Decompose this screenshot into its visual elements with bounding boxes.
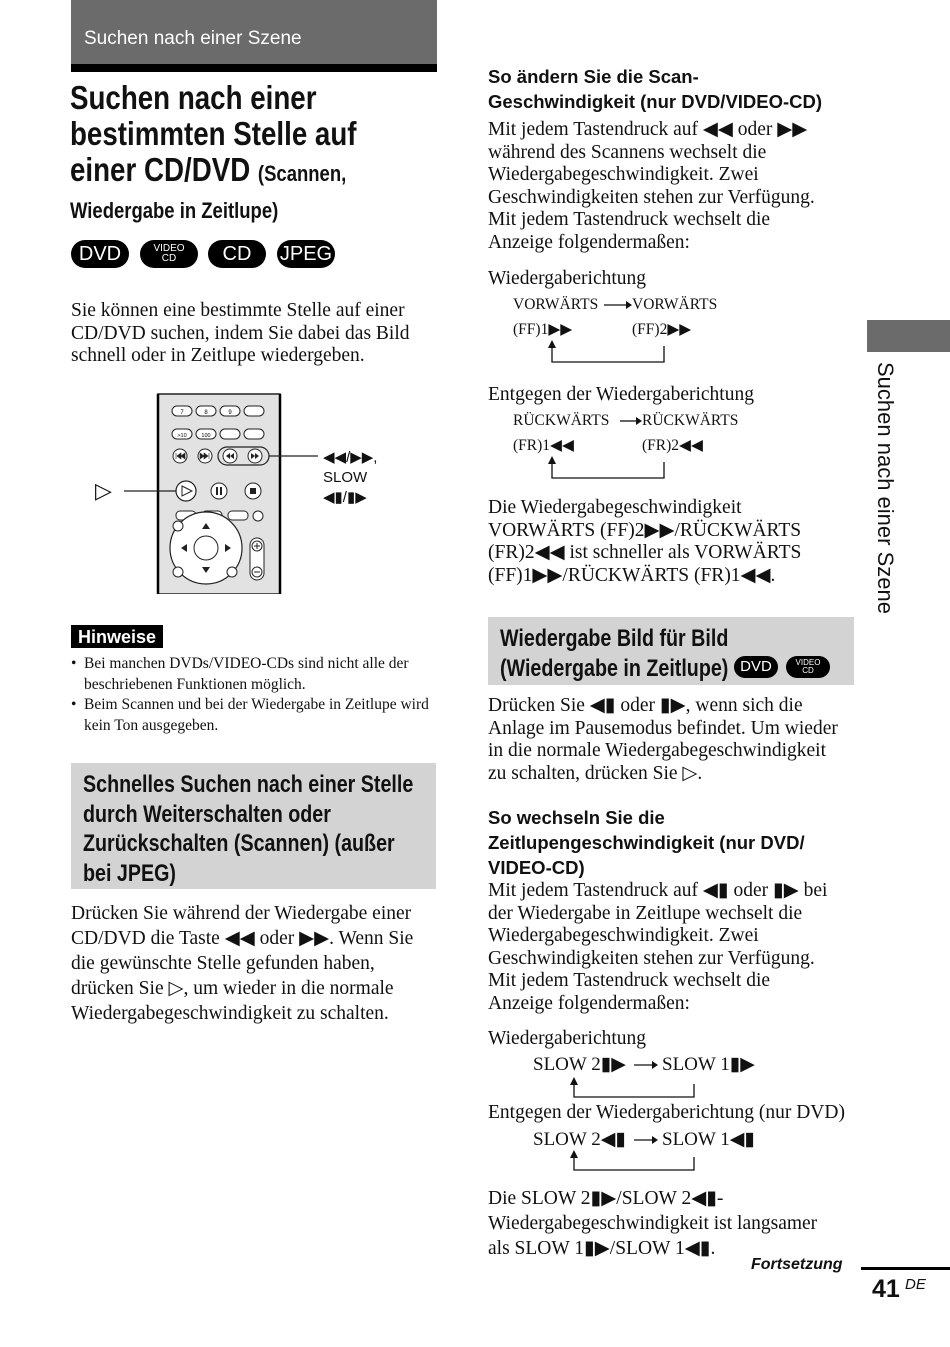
note-item: • Beim Scannen und bei der Wiedergabe in Zeitlupe wird kein Ton ausgegeben. <box>71 695 441 736</box>
ff2-label-bottom: (FF)2▶▶ <box>632 321 692 338</box>
side-tab-text: Suchen nach einer Szene <box>873 362 898 614</box>
jpeg-badge-label: JPEG <box>279 243 333 265</box>
scan-forward-cycle-arrows <box>540 296 680 366</box>
pause-key <box>211 483 227 499</box>
side-tab-marker <box>867 320 950 352</box>
cd-badge <box>208 240 266 268</box>
slow-dvd-badge <box>734 656 778 678</box>
key-blank-3 <box>244 429 264 439</box>
continuation-rule <box>861 1267 950 1270</box>
fr2-label-bottom: (FR)2◀◀ <box>642 437 703 454</box>
fr1-label-top: RÜCKWÄRTS <box>513 412 610 429</box>
scan-speed-heading-line: Geschwindigkeit (nur DVD/VIDEO-CD) <box>488 91 823 112</box>
side-tab-label <box>868 362 900 642</box>
intro-paragraph: Sie können eine bestimmte Stelle auf einer CD/DVD suchen, indem Sie dabei das Bild schnell oder in Zeitlupe wiedergeben. <box>71 300 410 367</box>
slow-section-title-line: Wiedergabe Bild für Bild <box>500 625 729 652</box>
video-cd-badge-bottom: CD <box>161 253 177 264</box>
scan-speed-body: Mit jedem Tastendruck auf ◀◀ oder ▶▶ während des Scannens wechselt die Wiedergabegeschwindigkeit. Zwei Geschwindigkeiten stehen zur Verfügung. Mit jedem Tastendruck wechselt die Anzeige folgendermaßen: <box>488 119 815 253</box>
slow-dvd-badge-label: DVD <box>740 658 772 675</box>
note-item: • Bei manchen DVDs/VIDEO-CDs sind nicht alle der beschriebenen Funktionen möglich. <box>71 654 441 695</box>
page-title-line1: Suchen nach einer <box>70 79 317 116</box>
notes-label: Hinweise <box>71 625 163 648</box>
slow-forward-cycle-arrows <box>560 1053 700 1101</box>
scan-speed-footer: Die Wiedergabegeschwindigkeit VORWÄRTS (FF)2▶▶/RÜCKWÄRTS (FR)2◀◀ ist schneller als VORWÄRTS (FF)1▶▶/RÜCKWÄRTS (FR)1◀◀. <box>488 497 802 586</box>
slow-section-title-line2 <box>500 654 728 684</box>
key-100-label: 100 <box>201 433 211 439</box>
key-8-label: 8 <box>204 410 208 416</box>
section-header-title: Suchen nach einer Szene <box>84 28 302 49</box>
slow1-forward: SLOW 1▮▶ <box>662 1054 755 1075</box>
scan-callout-line3: ◀▮/▮▶ <box>323 489 367 506</box>
scan-section-title-line: bei JPEG) <box>83 859 176 887</box>
slow1-reverse: SLOW 1◀▮ <box>662 1129 755 1150</box>
slow-section-box <box>488 617 854 685</box>
ff2-label-top: VORWÄRTS <box>632 296 718 313</box>
slow2-reverse: SLOW 2◀▮ <box>533 1129 626 1150</box>
page-title-line3-small: (Scannen, <box>257 161 347 186</box>
fr2-label-top: RÜCKWÄRTS <box>642 412 739 429</box>
scan-section-box <box>71 763 436 889</box>
slow-speed-footer: Die SLOW 2▮▶/SLOW 2◀▮- Wiedergabegeschwindigkeit ist langsamer als SLOW 1▮▶/SLOW 1◀▮. <box>488 1188 818 1259</box>
scan-reverse-label: Entgegen der Wiedergaberichtung <box>488 384 754 405</box>
scan-speed-heading-line: So ändern Sie die Scan- <box>488 66 699 87</box>
page-language-suffix: DE <box>905 1276 926 1293</box>
header-rule <box>71 64 437 72</box>
slow-speed-body: Mit jedem Tastendruck auf ◀▮ oder ▮▶ bei der Wiedergabe in Zeitlupe wechselt die Wiedergabegeschwindigkeit. Zwei Geschwindigkeiten stehen zur Verfügung. Mit jedem Tastendruck wechselt die Anzeige folgendermaßen: <box>488 880 828 1014</box>
key-7-label: 7 <box>180 410 184 416</box>
page-title-line2: bestimmten Stelle auf <box>70 115 357 152</box>
slow-video-cd-badge-top: VIDEO <box>795 658 821 667</box>
page-title <box>70 80 381 192</box>
scan-section-body: Drücken Sie während der Wiedergabe einer CD/DVD die Taste ◀◀ oder ▶▶. Wenn Sie die gewünschte Stelle gefunden haben, drücken Sie ▷, um wieder in die normale Wiedergabegeschwindigkeit zu schalten. <box>71 903 414 1024</box>
cd-badge-label: CD <box>222 243 252 265</box>
ff1-label-bottom: (FF)1▶▶ <box>513 321 573 338</box>
enter-key <box>194 536 218 560</box>
slow-section-body: Drücken Sie ◀▮ oder ▮▶, wenn sich die Anlage im Pausemodus befindet. Um wieder in die normale Wiedergabegeschwindigkeit zu schalten, drücken Sie ▷. <box>488 695 838 784</box>
scan-section-title-line: Schnelles Suchen nach einer Stelle <box>83 771 414 798</box>
key-9-label: 9 <box>228 410 232 416</box>
scan-callout-line2: SLOW <box>323 469 368 486</box>
slow-speed-heading: So wechseln Sie die Zeitlupengeschwindigkeit (nur DVD/ VIDEO-CD) <box>488 807 805 878</box>
key-blank-2 <box>220 429 240 439</box>
ff1-label-top: VORWÄRTS <box>513 296 599 313</box>
key-blank-1 <box>244 406 264 416</box>
video-cd-badge <box>140 240 198 268</box>
dvd-badge-label: DVD <box>78 243 122 265</box>
scan-forward-label: Wiedergaberichtung <box>488 268 647 289</box>
slow-video-cd-badge-bottom: CD <box>802 666 814 675</box>
scan-speed-heading <box>488 64 868 114</box>
fr1-label-bottom: (FR)1◀◀ <box>513 437 574 454</box>
slow-reverse-label: Entgegen der Wiedergaberichtung (nur DVD) <box>488 1102 845 1123</box>
scan-section-title-line: Zurückschalten (Scannen) (außer <box>83 830 395 857</box>
page-number: 41 <box>872 1275 900 1303</box>
section-header <box>71 0 437 64</box>
continuation-label: Fortsetzung <box>751 1256 843 1273</box>
page-title-line3-main: einer CD/DVD <box>70 151 251 188</box>
video-cd-badge-top: VIDEO <box>153 243 185 254</box>
slow2-forward: SLOW 2▮▶ <box>533 1054 626 1075</box>
slow-reverse-cycle-arrows <box>560 1128 700 1176</box>
scan-callout-label <box>323 448 377 508</box>
slow-section-title <box>500 624 728 683</box>
slow-section-title-text: (Wiedergabe in Zeitlupe) <box>500 654 729 682</box>
jpeg-badge <box>277 240 335 268</box>
scan-reverse-cycle-arrows <box>540 412 680 482</box>
slow-forward-label: Wiedergaberichtung <box>488 1028 647 1049</box>
scan-section-title-line: durch Weiterschalten oder <box>83 800 331 828</box>
page-title-line3 <box>70 152 381 192</box>
note-text: Beim Scannen und bei der Wiedergabe in Zeitlupe wird kein Ton ausgegeben. <box>84 696 429 734</box>
page-title-line4: Wiedergabe in Zeitlupe) <box>70 198 279 223</box>
scan-section-title <box>83 770 413 888</box>
slow-video-cd-badge <box>786 656 830 678</box>
scan-callout-line1: ◀◀/▶▶, <box>323 449 378 466</box>
stop-icon <box>250 488 256 494</box>
key-10plus-label: >10 <box>177 433 187 439</box>
play-callout-symbol: ▷ <box>95 479 112 504</box>
dvd-badge <box>71 240 129 268</box>
note-text: Bei manchen DVDs/VIDEO-CDs sind nicht alle der beschriebenen Funktionen möglich. <box>84 655 409 693</box>
